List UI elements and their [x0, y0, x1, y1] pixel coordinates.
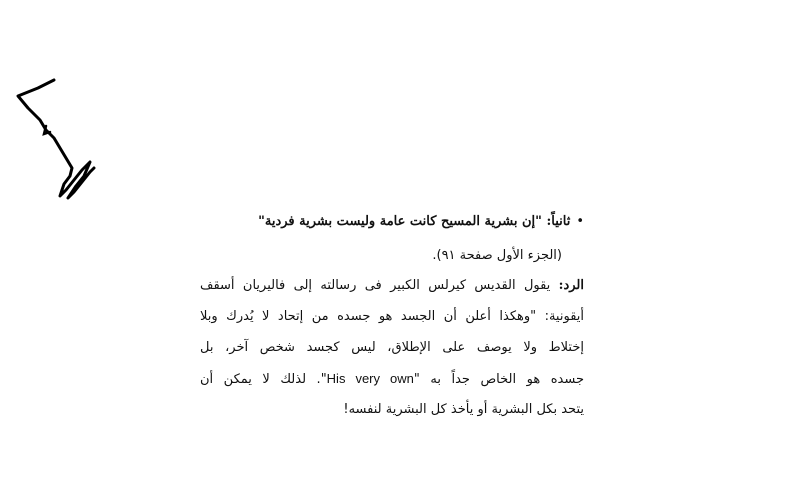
reply-label: الرد: — [558, 278, 584, 293]
bullet-heading-text: ثانياً: "إن بشرية المسيح كانت عامة وليست بشرية فردية" — [258, 214, 571, 229]
citation-reference: (الجزء الأول صفحة ٩١). — [432, 248, 562, 263]
bullet-heading-line — [200, 212, 584, 231]
paragraph-line-4-text-a: جسده هو الخاص جداً به — [430, 372, 584, 387]
paragraph-line-2: أيقونية: "وهكذا أعلن أن الجسد هو جسده من إتحاد لا يُدرك وبلا — [200, 309, 584, 324]
paragraph-line-3: إختلاط ولا يوصف على الإطلاق، ليس كجسد شخص آخر، بل — [200, 340, 584, 355]
paragraph-line-1-text: يقول القديس كيرلس الكبير فى رسالته إلى فاليريان أسقف — [200, 278, 559, 293]
paragraph-line-4: جسده هو الخاص جداً به "His very own". لذلك لا يمكن أن — [200, 371, 584, 387]
paragraph-line-4-text-b: ". لذلك لا يمكن أن — [200, 372, 327, 387]
pen-scribble-mark — [10, 72, 102, 210]
bullet-marker: • — [576, 214, 584, 229]
latin-phrase: His very own — [326, 371, 414, 386]
paragraph-line-1 — [200, 270, 584, 301]
paragraph-line-5: يتحد بكل البشرية أو يأخذ كل البشرية لنفسه! — [343, 402, 584, 417]
reply-paragraph — [200, 270, 584, 425]
